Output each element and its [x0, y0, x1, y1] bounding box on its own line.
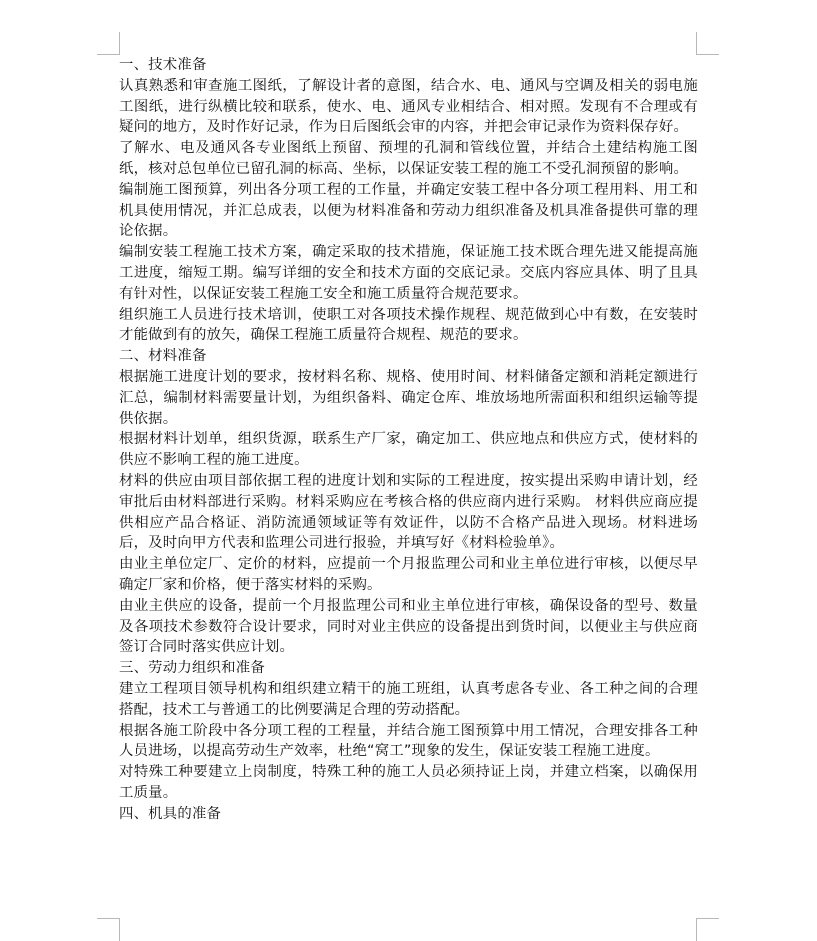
paragraph: 建立工程项目领导机构和组织建立精干的施工班组，认真考虑各专业、各工种之间的合理搭配，技术工与普通工的比例要满足合理的劳动搭配。 — [119, 680, 698, 718]
paragraph: 材料的供应由项目部依据工程的进度计划和实际的工程进度，按实提出采购申请计划，经审批后由材料部进行采购。材料采购应在考核合格的供应商内进行采购。 材料供应商应提供相应产品合格证、消防流通领域证等有效证件，以防不合格产品进入现场。材料进场后，及时向甲方代表和监理公司进行报验，并填写好《材料检验单》。 — [119, 472, 698, 552]
paragraph: 认真熟悉和审查施工图纸，了解设计者的意图，结合水、电、通风与空调及相关的弱电施工图纸，进行纵横比较和联系，使水、电、通风专业相结合、相对照。发现有不合理或有疑问的地方，及时作好记录，作为日后图纸会审的内容，并把会审记录作为资料保存好。 — [119, 77, 698, 136]
paragraph: 编制施工图预算，列出各分项工程的工作量，并确定安装工程中各分项工程用料、用工和机具使用情况，并汇总成表，以便为材料准备和劳动力组织准备及机具准备提供可靠的理论依据。 — [119, 181, 698, 240]
paragraph: 对特殊工种要建立上岗制度，特殊工种的施工人员必须持证上岗，并建立档案，以确保用工质量。 — [119, 764, 698, 801]
page-corner-mark-bottom-right — [696, 918, 719, 941]
section-heading-labor: 三、劳动力组织和准备 — [119, 660, 265, 677]
paragraph: 组织施工人员进行技术培训，使职工对各项技术操作规程、规范做到心中有数，在安装时才能做到有的放矢，确保工程施工质量符合规程、规范的要求。 — [119, 306, 698, 344]
paragraph: 由业主单位定厂、定价的材料，应提前一个月报监理公司和业主单位进行审核，以便尽早确定厂家和价格，便于落实材料的采购。 — [119, 556, 698, 593]
paragraph: 根据材料计划单，组织货源，联系生产厂家，确定加工、供应地点和供应方式，使材料的供应不影响工程的施工进度。 — [119, 431, 698, 469]
page-corner-mark-top-left — [97, 32, 120, 55]
page-corner-mark-bottom-left — [97, 918, 120, 941]
section-heading-equipment: 四、机具的准备 — [119, 805, 222, 822]
paragraph: 根据各施工阶段中各分项工程的工程量，并结合施工图预算中用工情况，合理安排各工种人员进场，以提高劳动生产效率，杜绝“窝工”现象的发生，保证安装工程施工进度。 — [119, 722, 698, 760]
section-heading-technical: 一、技术准备 — [119, 57, 207, 73]
paragraph: 了解水、电及通风各专业图纸上预留、预埋的孔洞和管线位置，并结合土建结构施工图纸，核对总包单位已留孔洞的标高、坐标，以保证安装工程的施工不受孔洞预留的影响。 — [119, 140, 698, 177]
paragraph: 由业主供应的设备，提前一个月报监理公司和业主单位进行审核，确保设备的型号、数量及各项技术参数符合设计要求，同时对业主供应的设备提出到货时间，以便业主与供应商签订合同时落实供应计划。 — [119, 597, 698, 656]
section-heading-materials: 二、材料准备 — [119, 348, 207, 365]
page-corner-mark-top-right — [696, 32, 719, 55]
paragraph: 编制安装工程施工技术方案，确定采取的技术措施，保证施工技术既合理先进又能提高施工进度，缩短工期。编写详细的安全和技术方面的交底记录。交底内容应具体、明了且具有针对性，以保证安装工程施工安全和施工质量符合规范要求。 — [119, 244, 698, 302]
paragraph: 根据施工进度计划的要求，按材料名称、规格、使用时间、材料储备定额和消耗定额进行汇总，编制材料需要量计划，为组织备料、确定仓库、堆放场地所需面积和组织运输等提供依据。 — [119, 368, 698, 427]
document-body[interactable] — [119, 55, 698, 824]
